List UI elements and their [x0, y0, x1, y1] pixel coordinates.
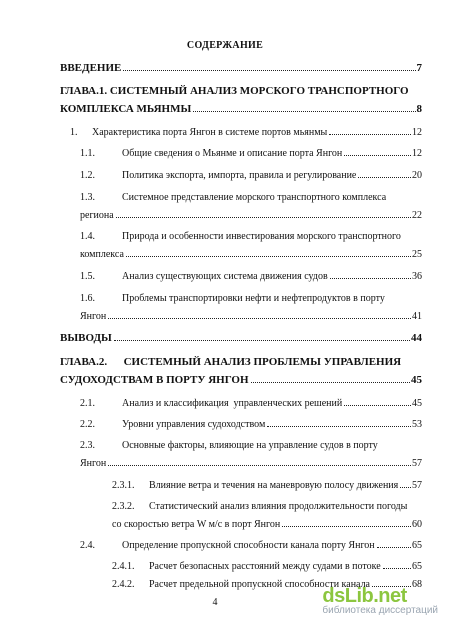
toc-entry-1[interactable] — [70, 124, 422, 141]
leader-dots — [282, 526, 411, 527]
toc-entry-2-3-2[interactable] — [112, 516, 422, 533]
toc-entry-1-1[interactable] — [80, 145, 422, 162]
toc-entry-label: Природа и особенности инвестирования морского транспортного — [122, 231, 401, 242]
leader-dots — [330, 278, 411, 279]
toc-entry-number: 2.2. — [80, 419, 95, 430]
toc-entry-page: 65 — [412, 540, 422, 551]
toc-entry-label: региона — [80, 210, 114, 221]
toc-entry-page: 25 — [412, 249, 422, 260]
toc-chapter1-title-line1: ГЛАВА.1. СИСТЕМНЫЙ АНАЛИЗ МОРСКОГО ТРАНСПОРТНОГО — [60, 85, 409, 97]
leader-dots — [114, 340, 410, 341]
toc-chapter2-title-line1: ГЛАВА.2. СИСТЕМНЫЙ АНАЛИЗ ПРОБЛЕМЫ УПРАВЛЕНИЯ — [60, 356, 402, 368]
toc-entry-2-3[interactable] — [80, 455, 422, 472]
toc-entry-number: 2.4. — [80, 540, 95, 551]
leader-dots — [358, 177, 411, 178]
toc-entry-2-1[interactable] — [80, 395, 422, 412]
toc-entry-page: 8 — [416, 103, 422, 115]
leader-dots — [344, 405, 411, 406]
page-number: 4 — [212, 597, 218, 608]
toc-entry-2-2[interactable] — [80, 416, 422, 433]
leader-dots — [344, 155, 411, 156]
leader-dots — [251, 382, 410, 383]
toc-entry-page: 57 — [412, 458, 422, 469]
leader-dots — [383, 568, 411, 569]
toc-entry-1-3[interactable] — [80, 207, 422, 224]
toc-entry-page: 12 — [412, 127, 422, 138]
toc-entry-number: 1.6. — [80, 293, 95, 304]
leader-dots — [126, 256, 411, 257]
watermark-logo: dsLib.net — [322, 585, 407, 607]
toc-entry-page: 68 — [412, 579, 422, 590]
toc-entry-number: 1.2. — [80, 170, 95, 181]
toc-entry-number: 2.3.1. — [112, 480, 135, 491]
leader-dots — [377, 547, 411, 548]
toc-entry-number: 1.4. — [80, 231, 95, 242]
toc-entry-label: Анализ и классификация управленческих решений — [122, 398, 343, 409]
leader-dots — [400, 487, 411, 488]
toc-entry-number: 2.3.2. — [112, 501, 135, 512]
page-title: СОДЕРЖАНИЕ — [186, 40, 264, 51]
toc-entry-label: Уровни управления судоходством — [122, 419, 266, 430]
toc-entry-page: 22 — [412, 210, 422, 221]
leader-dots — [123, 70, 415, 71]
toc-entry-conclusions[interactable] — [60, 330, 422, 347]
toc-entry-chapter1[interactable] — [60, 101, 422, 118]
toc-entry-label: КОМПЛЕКСА МЬЯНМЫ — [60, 103, 192, 115]
toc-entry-introduction[interactable] — [60, 60, 422, 77]
toc-entry-1-6-line1 — [80, 290, 385, 307]
toc-entry-label: Характеристика порта Янгон в системе портов мьянмы — [92, 127, 328, 138]
toc-entry-page: 45 — [412, 398, 422, 409]
toc-entry-chapter2[interactable] — [60, 372, 422, 389]
toc-entry-2-3-line1 — [80, 437, 378, 454]
toc-entry-label: со скоростью ветра W м/с в порт Янгон — [112, 519, 281, 530]
toc-entry-label: Общие сведения о Мьянме и описание порта Янгон — [122, 148, 343, 159]
toc-entry-page: 45 — [411, 374, 422, 386]
toc-entry-1-6[interactable] — [80, 308, 422, 325]
toc-entry-1-2[interactable] — [80, 167, 422, 184]
toc-entry-label: Системное представление морского транспортного комплекса — [122, 192, 387, 203]
toc-entry-1-4-line1 — [80, 228, 401, 245]
watermark — [322, 585, 438, 616]
leader-dots — [193, 111, 415, 112]
leader-dots — [108, 465, 411, 466]
toc-entry-number: 1. — [70, 127, 78, 138]
toc-entry-1-5[interactable] — [80, 268, 422, 285]
toc-entry-page: 41 — [412, 311, 422, 322]
toc-entry-page: 12 — [412, 148, 422, 159]
leader-dots — [116, 217, 411, 218]
toc-entry-label: Основные факторы, влияющие на управление судов в порту — [122, 440, 378, 451]
toc-entry-label: ВВЕДЕНИЕ — [60, 62, 122, 74]
toc-entry-2-3-2-line1 — [112, 498, 407, 515]
leader-dots — [329, 134, 411, 135]
toc-entry-number: 1.1. — [80, 148, 95, 159]
toc-entry-2-4-1[interactable] — [112, 558, 422, 575]
toc-entry-1-3-line1 — [80, 189, 386, 206]
toc-entry-number: 2.4.1. — [112, 561, 135, 572]
toc-entry-number: 1.3. — [80, 192, 95, 203]
toc-entry-2-3-1[interactable] — [112, 477, 422, 494]
toc-entry-page: 65 — [412, 561, 422, 572]
toc-entry-page: 53 — [412, 419, 422, 430]
toc-entry-label: Политика экспорта, импорта, правила и регулирование — [122, 170, 357, 181]
toc-entry-number: 2.4.2. — [112, 579, 135, 590]
toc-entry-page: 60 — [412, 519, 422, 530]
toc-entry-1-4[interactable] — [80, 246, 422, 263]
toc-entry-page: 20 — [412, 170, 422, 181]
toc-entry-2-4[interactable] — [80, 537, 422, 554]
toc-entry-label: Проблемы транспортировки нефти и нефтепродуктов в порту — [122, 293, 385, 304]
toc-entry-number: 2.3. — [80, 440, 95, 451]
toc-entry-label: Влияние ветра и течения на маневровую полосу движения — [149, 480, 399, 491]
toc-entry-label: Расчет безопасных расстояний между судами в потоке — [149, 561, 381, 572]
watermark-subtitle: библиотека диссертаций — [322, 605, 438, 616]
toc-entry-number: 1.5. — [80, 271, 95, 282]
toc-entry-label: ВЫВОДЫ — [60, 332, 112, 344]
toc-entry-label: комплекса — [80, 249, 124, 260]
toc-entry-label: СУДОХОДСТВАМ В ПОРТУ ЯНГОН — [60, 374, 249, 386]
toc-entry-page: 44 — [411, 332, 422, 344]
toc-entry-page: 57 — [412, 480, 422, 491]
toc-entry-label: Расчет предельной пропускной способности канала — [149, 579, 370, 590]
toc-entry-page: 36 — [412, 271, 422, 282]
toc-entry-label: Янгон — [80, 311, 107, 322]
toc-entry-label: Янгон — [80, 458, 107, 469]
toc-entry-label: Определение пропускной способности канала порту Янгон — [122, 540, 375, 551]
toc-entry-number: 2.1. — [80, 398, 95, 409]
leader-dots — [267, 426, 411, 427]
toc-entry-label: Анализ существующих система движения судов — [122, 271, 328, 282]
leader-dots — [108, 318, 411, 319]
toc-entry-page: 7 — [416, 62, 422, 74]
toc-entry-label: Статистический анализ влияния продолжительности погоды — [149, 501, 408, 512]
